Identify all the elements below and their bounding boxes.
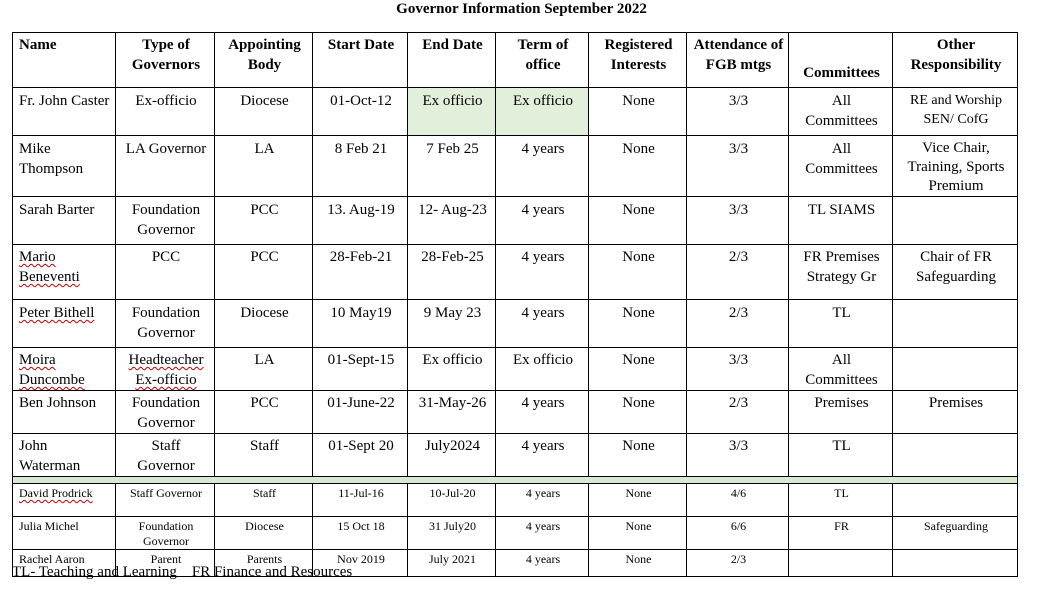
cell-end: 12- Aug-23 bbox=[408, 197, 496, 245]
cell-term: 4 years bbox=[496, 517, 589, 550]
cell-interests: None bbox=[589, 88, 687, 136]
header-start-date: Start Date bbox=[313, 33, 408, 88]
cell-end: Ex officio bbox=[408, 88, 496, 136]
cell-body: Parents bbox=[215, 550, 313, 577]
cell-interests: None bbox=[589, 245, 687, 300]
cell-end: 9 May 23 bbox=[408, 300, 496, 348]
cell-other: RE and Worship SEN/ CofG bbox=[893, 88, 1018, 136]
cell-committees bbox=[789, 550, 893, 577]
cell-body: Diocese bbox=[215, 517, 313, 550]
cell-body: Staff bbox=[215, 484, 313, 517]
cell-end: July 2021 bbox=[408, 550, 496, 577]
cell-attendance: 2/3 bbox=[687, 550, 789, 577]
cell-end: Ex officio bbox=[408, 348, 496, 391]
document-title: Governor Information September 2022 bbox=[396, 1, 647, 17]
cell-committees: FR Premises Strategy Gr bbox=[789, 245, 893, 300]
cell-type: PCC bbox=[116, 245, 215, 300]
cell-name: Julia Michel bbox=[13, 517, 116, 550]
cell-type: Staff Governor bbox=[116, 484, 215, 517]
cell-other bbox=[893, 197, 1018, 245]
cell-attendance: 3/3 bbox=[687, 88, 789, 136]
cell-end: July2024 bbox=[408, 434, 496, 477]
table-row bbox=[13, 88, 1018, 136]
table-row bbox=[13, 300, 1018, 348]
cell-name: Rachel Aaron bbox=[13, 550, 116, 577]
cell-other bbox=[893, 434, 1018, 477]
governor-table bbox=[12, 32, 1018, 577]
cell-committees: TL bbox=[789, 434, 893, 477]
table-row bbox=[13, 391, 1018, 434]
header-appointing-body: Appointing Body bbox=[215, 33, 313, 88]
cell-attendance: 2/3 bbox=[687, 245, 789, 300]
cell-term: 4 years bbox=[496, 434, 589, 477]
cell-start: 28-Feb-21 bbox=[313, 245, 408, 300]
header-committees: Committees bbox=[789, 33, 893, 88]
cell-other: Chair of FR Safeguarding bbox=[893, 245, 1018, 300]
cell-start: 01-Sept 20 bbox=[313, 434, 408, 477]
cell-attendance: 3/3 bbox=[687, 434, 789, 477]
table-row bbox=[13, 484, 1018, 517]
header-other-responsibility: Other Responsibility bbox=[893, 33, 1018, 88]
cell-interests: None bbox=[589, 197, 687, 245]
cell-committees: FR bbox=[789, 517, 893, 550]
cell-interests: None bbox=[589, 550, 687, 577]
cell-term: 4 years bbox=[496, 245, 589, 300]
cell-name bbox=[13, 245, 116, 300]
cell-attendance: 3/3 bbox=[687, 197, 789, 245]
cell-term: 4 years bbox=[496, 391, 589, 434]
cell-type: Parent bbox=[116, 550, 215, 577]
cell-type: Foundation Governor bbox=[116, 517, 215, 550]
cell-attendance: 3/3 bbox=[687, 136, 789, 197]
header-end-date: End Date bbox=[408, 33, 496, 88]
cell-term: Ex officio bbox=[496, 88, 589, 136]
header-type: Type of Governors bbox=[116, 33, 215, 88]
cell-term: 4 years bbox=[496, 484, 589, 517]
table-row bbox=[13, 434, 1018, 477]
cell-start: 01-Sept-15 bbox=[313, 348, 408, 391]
cell-start: 11-Jul-16 bbox=[313, 484, 408, 517]
header-name: Name bbox=[13, 33, 116, 88]
name-text: Peter Bithell bbox=[19, 305, 95, 321]
cell-end: 10-Jul-20 bbox=[408, 484, 496, 517]
cell-interests: None bbox=[589, 300, 687, 348]
cell-term: Ex officio bbox=[496, 348, 589, 391]
cell-start: 13. Aug-19 bbox=[313, 197, 408, 245]
cell-type: Foundation Governor bbox=[116, 391, 215, 434]
cell-end: 28-Feb-25 bbox=[408, 245, 496, 300]
cell-name bbox=[13, 348, 116, 391]
cell-interests: None bbox=[589, 517, 687, 550]
cell-term: 4 years bbox=[496, 300, 589, 348]
cell-name bbox=[13, 484, 116, 517]
cell-body: Diocese bbox=[215, 88, 313, 136]
table-row bbox=[13, 136, 1018, 197]
footnote-legend: TL- Teaching and Learning FR Finance and Resources bbox=[12, 564, 353, 580]
header-term: Term of office bbox=[496, 33, 589, 88]
cell-term: 4 years bbox=[496, 550, 589, 577]
cell-type: Foundation Governor bbox=[116, 197, 215, 245]
cell-body: Staff bbox=[215, 434, 313, 477]
cell-other bbox=[893, 550, 1018, 577]
cell-end: 7 Feb 25 bbox=[408, 136, 496, 197]
cell-end: 31 July20 bbox=[408, 517, 496, 550]
type-text: Headteacher Ex-officio bbox=[128, 352, 204, 388]
cell-type: LA Governor bbox=[116, 136, 215, 197]
header-row bbox=[13, 33, 1018, 88]
cell-body: PCC bbox=[215, 197, 313, 245]
cell-type: Staff Governor bbox=[116, 434, 215, 477]
cell-attendance: 3/3 bbox=[687, 348, 789, 391]
cell-name: Ben Johnson bbox=[13, 391, 116, 434]
cell-committees: Premises bbox=[789, 391, 893, 434]
cell-committees: TL bbox=[789, 484, 893, 517]
cell-name: John Waterman bbox=[13, 434, 116, 477]
cell-body: PCC bbox=[215, 391, 313, 434]
cell-attendance: 2/3 bbox=[687, 300, 789, 348]
cell-interests: None bbox=[589, 391, 687, 434]
cell-term: 4 years bbox=[496, 197, 589, 245]
cell-name: Fr. John Caster bbox=[13, 88, 116, 136]
cell-start: 10 May19 bbox=[313, 300, 408, 348]
cell-attendance: 4/6 bbox=[687, 484, 789, 517]
header-interests: Registered Interests bbox=[589, 33, 687, 88]
cell-committees: TL SIAMS bbox=[789, 197, 893, 245]
header-attendance: Attendance of FGB mtgs bbox=[687, 33, 789, 88]
cell-body: LA bbox=[215, 348, 313, 391]
cell-other bbox=[893, 484, 1018, 517]
cell-term: 4 years bbox=[496, 136, 589, 197]
cell-start: 15 Oct 18 bbox=[313, 517, 408, 550]
name-text: Moira Duncombe bbox=[19, 352, 85, 388]
cell-other: Safeguarding bbox=[893, 517, 1018, 550]
cell-interests: None bbox=[589, 136, 687, 197]
cell-name: Sarah Barter bbox=[13, 197, 116, 245]
cell-type bbox=[116, 348, 215, 391]
name-text: Mario Beneventi bbox=[19, 249, 80, 285]
cell-attendance: 6/6 bbox=[687, 517, 789, 550]
cell-end: 31-May-26 bbox=[408, 391, 496, 434]
separator-row bbox=[13, 477, 1018, 484]
cell-type: Foundation Governor bbox=[116, 300, 215, 348]
table-row bbox=[13, 348, 1018, 391]
cell-body: LA bbox=[215, 136, 313, 197]
cell-start: 01-Oct-12 bbox=[313, 88, 408, 136]
cell-interests: None bbox=[589, 348, 687, 391]
cell-interests: None bbox=[589, 434, 687, 477]
cell-start: 8 Feb 21 bbox=[313, 136, 408, 197]
cell-attendance: 2/3 bbox=[687, 391, 789, 434]
table-row bbox=[13, 245, 1018, 300]
cell-other bbox=[893, 348, 1018, 391]
cell-other: Vice Chair, Training, Sports Premium bbox=[893, 136, 1018, 197]
cell-start: Nov 2019 bbox=[313, 550, 408, 577]
separator-band bbox=[13, 477, 1018, 484]
name-text: David Prodrick bbox=[19, 486, 93, 500]
cell-body: Diocese bbox=[215, 300, 313, 348]
cell-name bbox=[13, 300, 116, 348]
cell-committees: TL bbox=[789, 300, 893, 348]
cell-type: Ex-officio bbox=[116, 88, 215, 136]
table-row bbox=[13, 197, 1018, 245]
cell-committees: All Committees bbox=[789, 348, 893, 391]
cell-body: PCC bbox=[215, 245, 313, 300]
cell-other: Premises bbox=[893, 391, 1018, 434]
cell-start: 01-June-22 bbox=[313, 391, 408, 434]
table-row bbox=[13, 517, 1018, 550]
cell-name: Mike Thompson bbox=[13, 136, 116, 197]
cell-interests: None bbox=[589, 484, 687, 517]
cell-other bbox=[893, 300, 1018, 348]
cell-committees: All Committees bbox=[789, 136, 893, 197]
cell-committees: All Committees bbox=[789, 88, 893, 136]
